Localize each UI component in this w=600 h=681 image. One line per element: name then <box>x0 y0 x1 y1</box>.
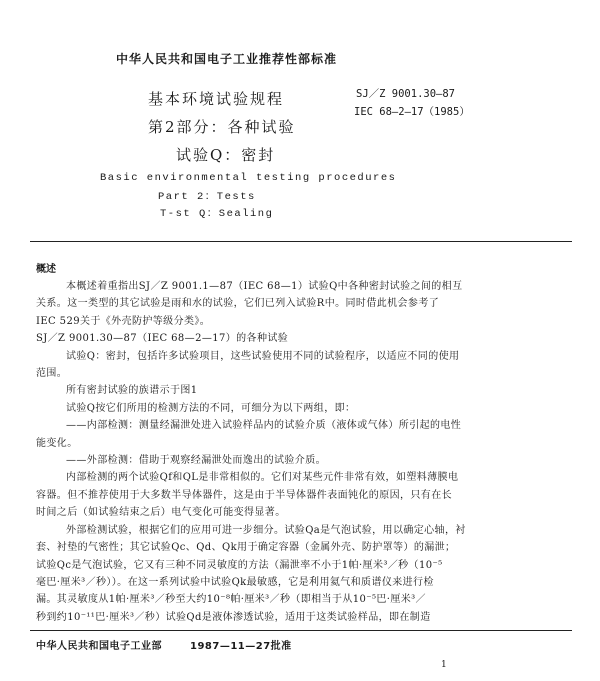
body-line: 漏。其灵敏度从1帕·厘米³／秒至大约10⁻⁸帕·厘米³／秒（即相当于从10⁻⁵巴·厘米³／ <box>36 594 426 606</box>
body-line: 容器。但不推荐使用于大多数半导体器件，这是由于半导体器件表面钝化的原因，只有在长 <box>36 489 452 501</box>
body-line: IEC 529关于《外壳防护等级分类》。 <box>36 315 211 327</box>
footer-approval-date: 1987—11—27批准 <box>190 641 292 652</box>
top-divider <box>30 241 572 242</box>
body-line: 时间之后（如试验结束之后）电气变化可能变得显著。 <box>36 507 286 519</box>
body-line: 毫巴·厘米³／秒））。在这一系列试验中试验Qk最敏感，它是利用氦气和质谱仪来进行检 <box>36 576 434 588</box>
iec-reference-code: IEC 68—2—17（1985） <box>354 106 470 118</box>
body-line: 能变化。 <box>36 437 78 449</box>
body-line: 试验Q按它们所用的检测方法的不同，可细分为以下两组，即： <box>66 402 356 414</box>
chinese-title-line-1: 基本环境试验规程 <box>148 90 285 108</box>
page-number: 1 <box>441 660 447 670</box>
body-text <box>36 278 564 626</box>
standard-publisher-heading: 中华人民共和国电子工业推荐性部标准 <box>116 52 338 66</box>
body-line: ——内部检测：测量经漏泄处进入试验样品内的试验介质（液体或气体）所引起的电性 <box>66 420 462 432</box>
footer-ministry: 中华人民共和国电子工业部 <box>36 641 162 652</box>
body-line: 所有密封试验的族谱示于图1 <box>66 385 198 397</box>
bottom-divider <box>30 630 572 631</box>
body-line: ——外部检测：借助于观察经漏泄处而逸出的试验介质。 <box>66 455 326 467</box>
body-line: SJ／Z 9001.30—87（IEC 68—2—17）的各种试验 <box>36 333 289 345</box>
chinese-title-line-3: 试验Q：密封 <box>176 146 276 164</box>
standard-code: SJ／Z 9001.30—87 <box>356 88 456 100</box>
body-line: 关系。这一类型的其它试验是雨和水的试验，它们已列入试验R中。同时借此机会参考了 <box>36 298 440 310</box>
body-line: 内部检测的两个试验Qf和QL是非常相似的。它们对某些元件非常有效，如塑料薄膜电 <box>66 472 459 484</box>
chinese-title-line-2: 第2部分：各种试验 <box>148 118 296 136</box>
body-line: 试验Qc是气泡试验，它又有三种不同灵敏度的方法（漏泄率不小于1帕·厘米³／秒（10⁻⁵ <box>36 559 443 571</box>
english-title-line-1: Basic environmental testing procedures <box>100 172 397 184</box>
body-line: 范围。 <box>36 368 68 380</box>
body-line: 外部检测试验，根据它们的应用可进一步细分。试验Qa是气泡试验，用以确定心轴，衬 <box>66 524 466 536</box>
english-title-line-2: Part 2：Tests <box>158 191 256 203</box>
section-heading-overview: 概述 <box>36 264 56 275</box>
body-line: 试验Q：密封，包括许多试验项目，这些试验使用不同的试验程序，以适应不同的使用 <box>66 350 460 362</box>
body-line: 套、衬垫的气密性；其它试验Qc、Qd、Qk用于确定容器（金属外壳、防护罩等）的漏泄； <box>36 542 456 554</box>
body-line: 本概述着重指出SJ／Z 9001.1—87（IEC 68—1）试验Q中各种密封试验之间的相互 <box>66 281 463 292</box>
body-line: 秒到约10⁻¹¹巴·厘米³／秒）试验Qd是液体渗透试验，适用于这类试验样品，即在制造 <box>36 611 431 623</box>
english-title-line-3: T-st Q：Sealing <box>160 208 274 220</box>
